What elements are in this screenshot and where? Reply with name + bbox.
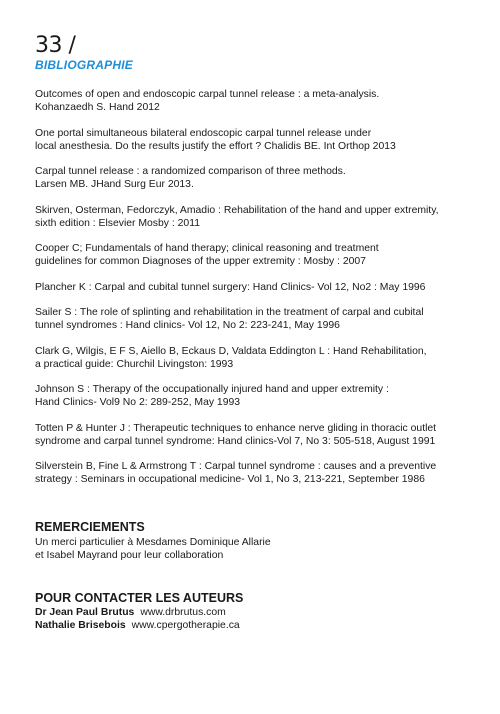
reference-item: Outcomes of open and endoscopic carpal tunnel release : a meta-analysis. Kohanzaedh S. Hand 2012 bbox=[35, 89, 380, 113]
author-website-link[interactable]: www.cpergotherapie.ca bbox=[131, 620, 240, 631]
author-name: Nathalie Brisebois bbox=[35, 620, 126, 631]
reference-item: Plancher K : Carpal and cubital tunnel surgery: Hand Clinics- Vol 12, No2 : May 1996 bbox=[35, 281, 426, 293]
contact-list bbox=[35, 606, 240, 632]
page-number: 33 / bbox=[35, 33, 76, 58]
bibliography-list bbox=[35, 88, 475, 499]
reference-item: Totten P & Hunter J : Therapeutic techniques to enhance nerve gliding in thoracic outlet syndrome and carpal tunnel syndrome: Hand clinics-Vol 7, No 3: 505-518, August 1991 bbox=[35, 422, 437, 447]
reference-item: Sailer S : The role of splinting and rehabilitation in the treatment of carpal and cubital tunnel syndromes : Hand clinics- Vol 12, No 2: 223-241, May 1996 bbox=[35, 307, 424, 331]
thanks-heading: REMERCIEMENTS bbox=[35, 520, 145, 534]
author-name: Dr Jean Paul Brutus bbox=[35, 607, 135, 618]
reference-item: Clark G, Wilgis, E F S, Aiello B, Eckaus D, Valdata Eddington L : Hand Rehabilitation, a practical guide: Churchil Livingston: 1993 bbox=[35, 345, 427, 370]
reference-item: Johnson S : Therapy of the occupationally injured hand and upper extremity : Hand Clinics- Vol9 No 2: 289-252, May 1993 bbox=[35, 384, 389, 408]
contact-row bbox=[35, 606, 240, 619]
reference-item: Carpal tunnel release : a randomized comparison of three methods. Larsen MB. JHand Surg Eur 2013. bbox=[35, 166, 346, 190]
reference-item: Cooper C; Fundamentals of hand therapy; clinical reasoning and treatment guidelines for common Diagnoses of the upper extremity : Mosby : 2007 bbox=[35, 243, 379, 267]
reference-item: Silverstein B, Fine L & Armstrong T : Carpal tunnel syndrome : causes and a preventive strategy : Seminars in occupational medicine- Vol 1, No 3, 213-221, September 1986 bbox=[35, 461, 437, 485]
section-title: BIBLIOGRAPHIE bbox=[35, 58, 133, 72]
thanks-text: Un merci particulier à Mesdames Dominique Allarie et Isabel Mayrand pour leur collaboration bbox=[35, 537, 271, 561]
reference-item: One portal simultaneous bilateral endoscopic carpal tunnel release under local anesthesia. Do the results justify the effort ? Chalidis BE. Int Orthop 2013 bbox=[35, 127, 396, 152]
contact-heading: POUR CONTACTER LES AUTEURS bbox=[35, 591, 244, 605]
contact-row bbox=[35, 619, 240, 632]
author-website-link[interactable]: www.drbrutus.com bbox=[140, 607, 226, 618]
reference-item: Skirven, Osterman, Fedorczyk, Amadio : Rehabilitation of the hand and upper extremity, sixth edition : Elsevier Mosby : 2011 bbox=[35, 204, 439, 229]
